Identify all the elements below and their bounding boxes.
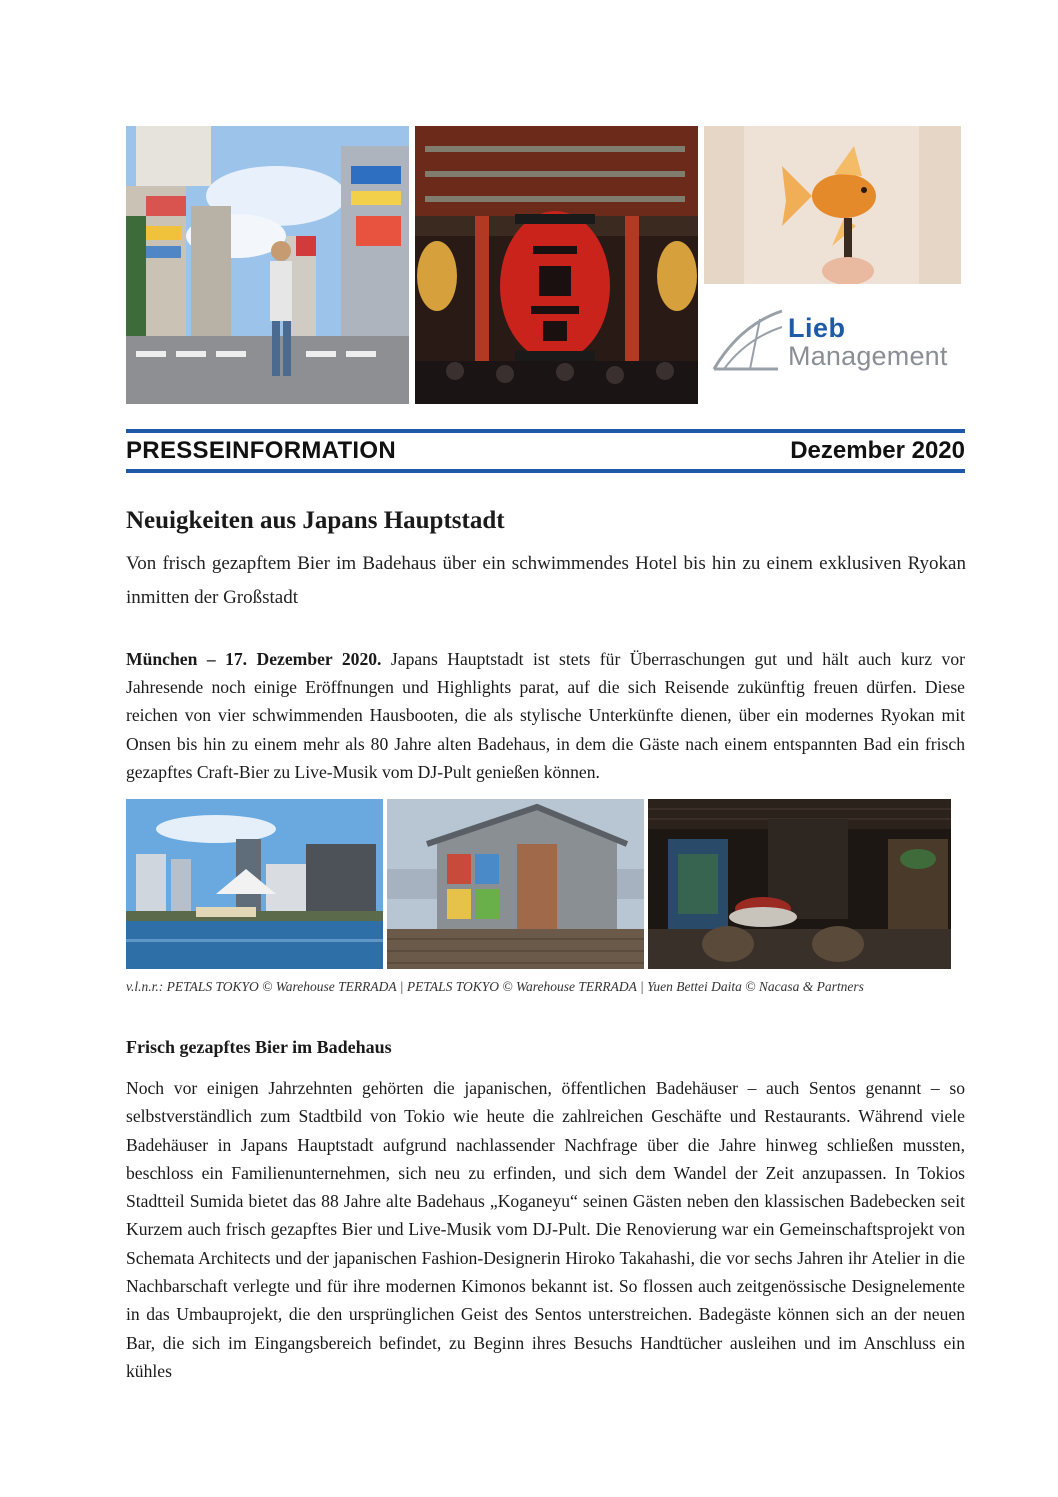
section-paragraph: Noch vor einigen Jahrzehnten gehörten die japanischen, öffentlichen Badehäuser – auch Sentos genannt – so selbstverständlich zum Stadtbild von Tokio wie heute die zahlreichen Geschäfte und Restaurants. Während viele Badehäuser in Japans Hauptstadt aufgrund nachlassender Nachfrage über die Jahre hinweg schließen mussten, beschloss ein Familienunternehmen, sich neu zu erfinden, und sich dem Wandel der Zeit anzupassen. In Tokios Stadtteil Sumida bietet das 88 Jahre alte Badehaus „Koganeyu“ seinen Gästen neben den klassischen Badebecken seit Kurzem auch frisch gezapftes Bier und Live-Musik vom DJ-Pult. Die Renovierung war ein Gemeinschaftsprojekt von Schemata Architects und der japanischen Fashion-Designerin Hiroko Takahashi, die vor sechs Jahren ihr Atelier in die Nachbarschaft verlegte und für ihre modernen Kimonos bekannt ist. So flossen auch zeitgenössische Designelemente in das Umbauprojekt, die den ursprünglichen Geist des Sentos unterstreichen. Badegäste können sich an der neuen Bar, die sich im Eingangsbereich befindet, zu Beginn ihres Besuchs Handtücher ausleihen und im Anschluss ein kühles — [126, 1078, 965, 1381]
press-label: PRESSEINFORMATION — [126, 437, 397, 464]
intro-lead: München – 17. Dezember 2020. — [126, 649, 382, 669]
section-heading: Frisch gezapftes Bier im Badehaus — [126, 1037, 392, 1057]
logo-mark-icon — [710, 305, 790, 377]
intro-text: Japans Hauptstadt ist stets für Überraschungen gut und hält auch kurz vor Jahresende noch einige Eröffnungen und Highlights parat, auf die sich Reisende zukünftig freuen dürfen. Diese reichen von vier schwimmenden Hausbooten, die als stylische Unterkünfte dienen, über ein modernes Ryokan mit Onsen bis hin zu einem mehr als 80 Jahre alten Badehaus, in dem die Gäste nach einem entspannten Bad ein frisch gezapftes Craft-Bier zu Live-Musik vom DJ-Pult genießen können. — [126, 649, 965, 782]
lieb-management-logo — [710, 305, 960, 385]
photo-caption: v.l.n.r.: PETALS TOKYO © Warehouse TERRADA | PETALS TOKYO © Warehouse TERRADA | Yuen Bettei Daita © Nacasa & Partners — [126, 979, 864, 994]
shibuya-crossing-photo — [126, 126, 409, 404]
intro-paragraph — [126, 645, 965, 786]
petals-tokyo-houseboat-photo — [387, 799, 644, 969]
logo-text-lieb: Lieb — [788, 313, 846, 343]
article-title: Neuigkeiten aus Japans Hauptstadt — [126, 507, 505, 534]
goldfish-candy-photo — [704, 126, 961, 284]
bottom-rule — [126, 469, 965, 473]
press-date: Dezember 2020 — [790, 437, 965, 464]
yuen-bettei-daita-photo — [648, 799, 951, 969]
article-subtitle: Von frisch gezapftem Bier im Badehaus über ein schwimmendes Hotel bis hin zu einem exklusiven Ryokan inmitten der Großstadt — [126, 553, 966, 608]
logo-text-management: Management — [788, 341, 948, 371]
sensoji-lantern-photo — [415, 126, 698, 404]
top-rule — [126, 429, 965, 433]
petals-tokyo-river-photo — [126, 799, 383, 969]
